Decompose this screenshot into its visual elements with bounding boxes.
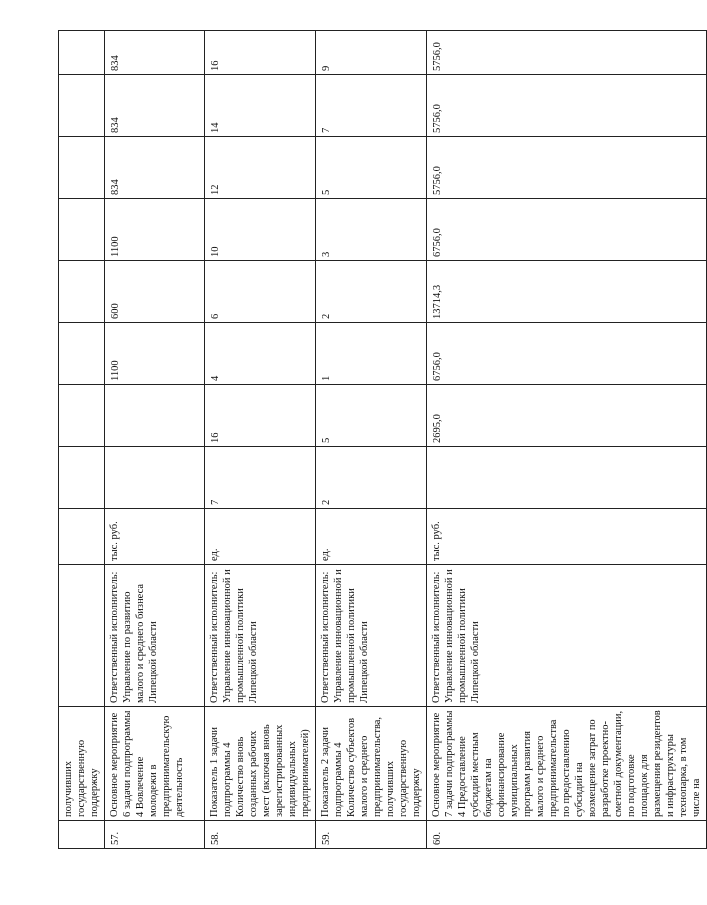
- table-row: [316, 31, 427, 849]
- row-value-cell: 834: [105, 31, 205, 75]
- row-value-cell: 14: [205, 75, 316, 137]
- row-executor-cell: [59, 565, 105, 707]
- row-value-cell: [59, 199, 105, 261]
- row-number-cell: 59.: [316, 821, 427, 849]
- row-number-cell: 58.: [205, 821, 316, 849]
- row-value-cell: 600: [105, 261, 205, 323]
- row-unit-cell: ед.: [316, 509, 427, 565]
- row-value-cell: 4: [205, 323, 316, 385]
- row-value-cell: 5: [316, 385, 427, 447]
- row-value-cell: 7: [316, 75, 427, 137]
- row-value-cell: 16: [205, 31, 316, 75]
- row-value-cell: 16: [205, 385, 316, 447]
- row-value-cell: [59, 447, 105, 509]
- row-unit-cell: тыс. руб.: [427, 509, 707, 565]
- row-unit-cell: [59, 509, 105, 565]
- row-executor-cell: Ответственный исполнитель: Управление по развитию малого и среднего бизнеса Липецкой области: [105, 565, 205, 707]
- rotated-table-container: [58, 31, 702, 849]
- row-name-cell: Основное мероприятие 6 задачи подпрограммы 4 Вовлечение молодежи в предпринимательскую деятельность: [105, 707, 205, 821]
- row-value-cell: 1100: [105, 199, 205, 261]
- row-value-cell: 10: [205, 199, 316, 261]
- row-value-cell: [59, 323, 105, 385]
- row-value-cell: 2: [316, 447, 427, 509]
- row-unit-cell: ед.: [205, 509, 316, 565]
- row-value-cell: 1: [316, 323, 427, 385]
- row-executor-cell: Ответственный исполнитель: Управление инновационной и промышленной политики Липецкой области: [427, 565, 707, 707]
- row-value-cell: [59, 75, 105, 137]
- row-value-cell: 7: [205, 447, 316, 509]
- row-value-cell: [59, 31, 105, 75]
- row-number-cell: 60.: [427, 821, 707, 849]
- row-value-cell: 2: [316, 261, 427, 323]
- row-value-cell: [59, 385, 105, 447]
- row-value-cell: 6756,0: [427, 323, 707, 385]
- table-row: [427, 31, 707, 849]
- row-value-cell: 6: [205, 261, 316, 323]
- row-value-cell: 1100: [105, 323, 205, 385]
- row-value-cell: [427, 447, 707, 509]
- row-value-cell: 5756,0: [427, 137, 707, 199]
- row-value-cell: 6756,0: [427, 199, 707, 261]
- row-executor-cell: Ответственный исполнитель: Управление инновационной и промышленной политики Липецкой области: [316, 565, 427, 707]
- row-value-cell: 5756,0: [427, 31, 707, 75]
- row-unit-cell: тыс. руб.: [105, 509, 205, 565]
- row-value-cell: [105, 385, 205, 447]
- table-row: [105, 31, 205, 849]
- row-value-cell: [59, 261, 105, 323]
- row-value-cell: 9: [316, 31, 427, 75]
- row-number-cell: [59, 821, 105, 849]
- row-value-cell: [105, 447, 205, 509]
- row-value-cell: 834: [105, 137, 205, 199]
- row-name-cell: Основное мероприятие 7 задачи подпрограммы 4 Предоставление субсидий местным бюджетам на софинансирование муниципальных программ развития малого и среднего предпринимательства по предоставлению субсидий на возмещение затрат по разработке проектно-сметной документации, по подготовке площадок для размещения резидентов и инфраструктуры технопарка, в том числе на: [427, 707, 707, 821]
- row-name-cell: получивших государственную поддержку: [59, 707, 105, 821]
- row-value-cell: 2695,0: [427, 385, 707, 447]
- table-row: [205, 31, 316, 849]
- row-value-cell: [59, 137, 105, 199]
- row-value-cell: 12: [205, 137, 316, 199]
- row-name-cell: Показатель 2 задачи подпрограммы 4 Количество субъектов малого и среднего предпринимательства, получивших государственную поддержку: [316, 707, 427, 821]
- row-value-cell: 5756,0: [427, 75, 707, 137]
- row-executor-cell: Ответственный исполнитель: Управление инновационной и промышленной политики Липецкой области: [205, 565, 316, 707]
- row-number-cell: 57.: [105, 821, 205, 849]
- row-name-cell: Показатель 1 задачи подпрограммы 4 Количество вновь созданных рабочих мест (включая вновь зарегистрированных индивидуальных предпринимателей): [205, 707, 316, 821]
- table-row: [59, 31, 105, 849]
- program-indicators-table: [58, 30, 707, 849]
- row-value-cell: 5: [316, 137, 427, 199]
- row-value-cell: 834: [105, 75, 205, 137]
- row-value-cell: 3: [316, 199, 427, 261]
- row-value-cell: 13714,3: [427, 261, 707, 323]
